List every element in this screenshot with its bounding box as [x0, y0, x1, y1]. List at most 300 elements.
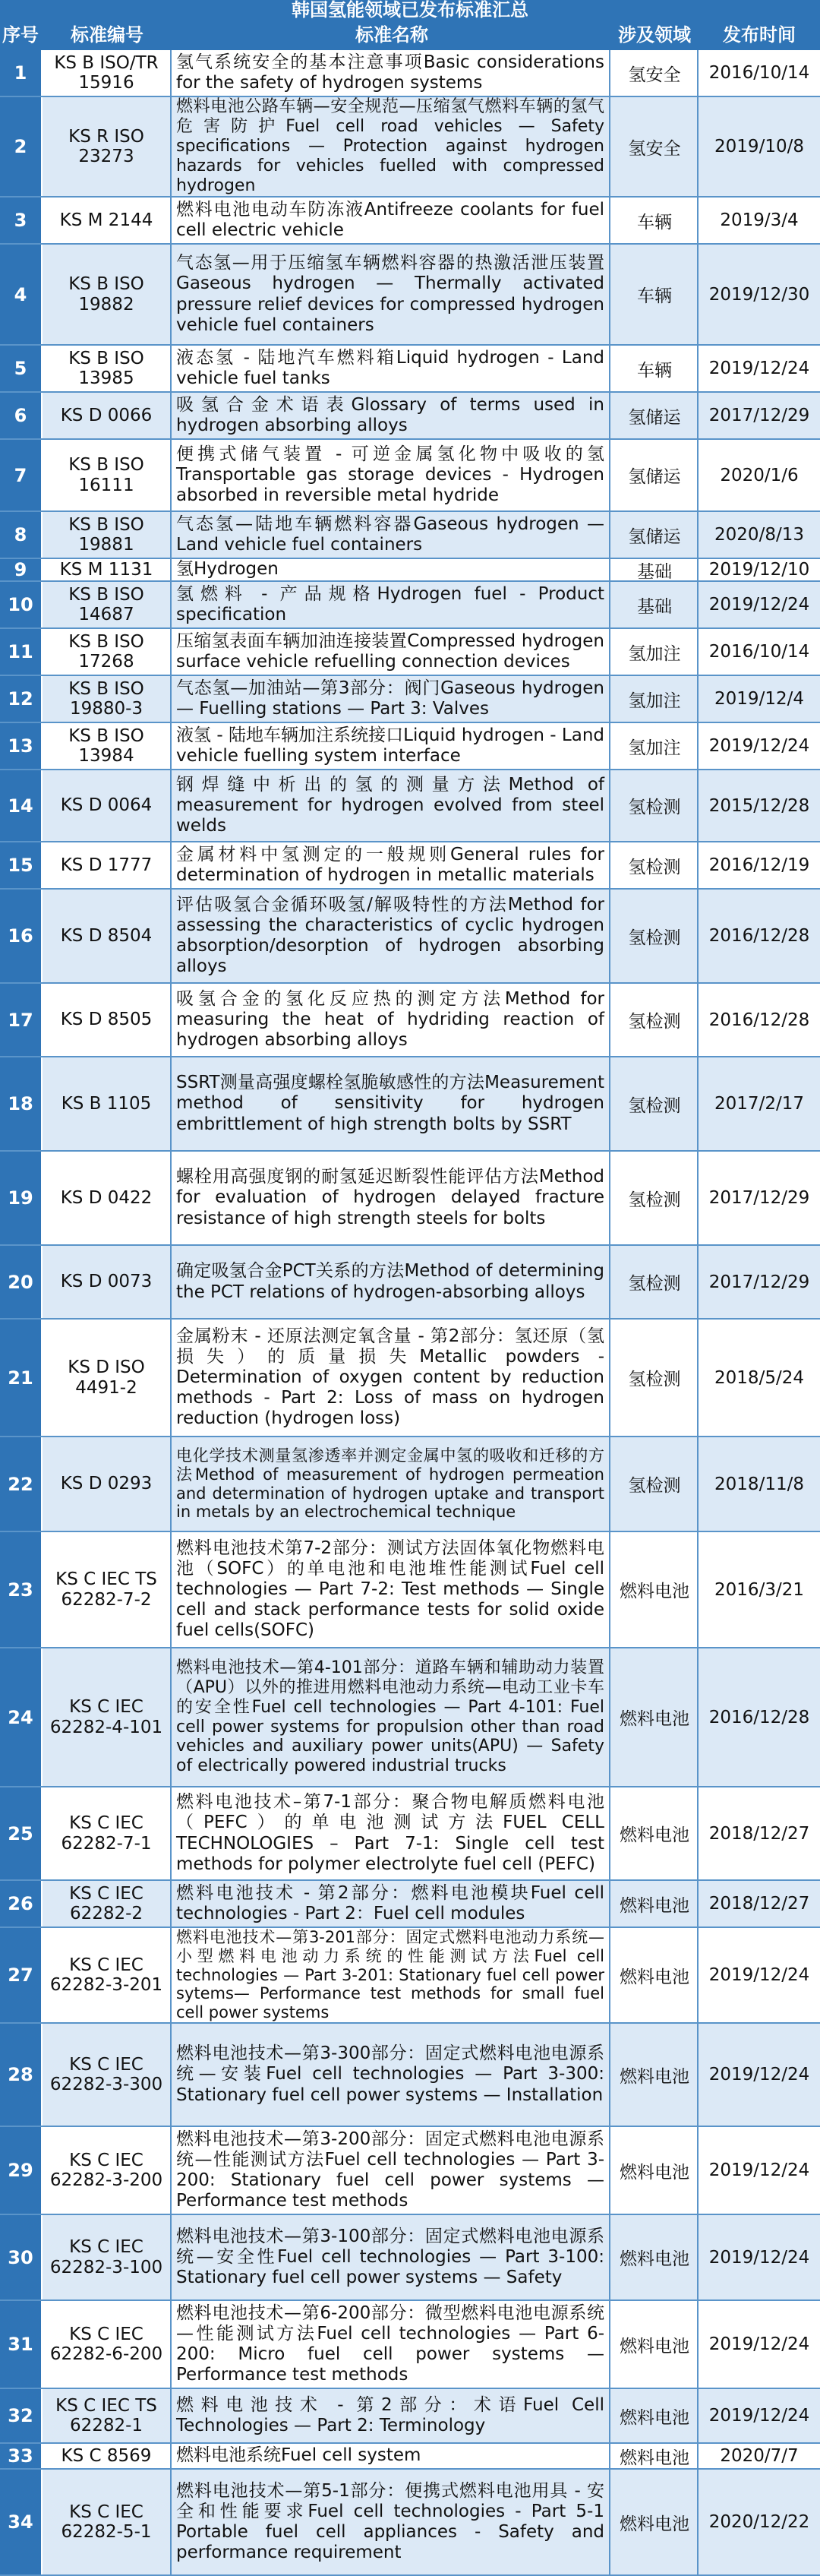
standard-code-text: KS C 8569 — [61, 2445, 152, 2466]
row-index — [0, 440, 43, 510]
publish-date — [699, 2470, 820, 2574]
table-row — [0, 245, 820, 346]
row-index — [0, 1320, 43, 1436]
standard-field-text: 燃料电池 — [620, 2336, 689, 2356]
standard-field-text: 燃料电池 — [620, 2448, 689, 2468]
standard-field-text: 氢储运 — [628, 467, 681, 487]
standard-field-text: 氢检测 — [628, 798, 681, 817]
standard-name-text: 燃料电池技术—第3-300部分：固定式燃料电池电源系统—安装Fuel cell technologies — Part 3-300: Stationary fuel cell power systems — Installation — [176, 2043, 604, 2105]
standard-code-text: KS B ISO 14687 — [68, 584, 144, 624]
standard-field — [612, 2470, 699, 2574]
standard-code — [43, 1246, 172, 1318]
standard-field-text: 燃料电池 — [620, 1709, 689, 1729]
publish-date — [699, 1928, 820, 2022]
standard-code — [43, 1881, 172, 1926]
standard-field-text: 氢检测 — [628, 928, 681, 948]
standard-field — [612, 346, 699, 391]
row-index — [0, 2215, 43, 2299]
publish-date-text: 2017/12/29 — [708, 1188, 810, 1208]
standard-name-text: 燃料电池技术 - 第2部分：燃料电池模块Fuel cell technologies - Part 2：Fuel cell modules — [176, 1882, 604, 1923]
standard-field-text: 氢安全 — [628, 65, 681, 85]
row-index-text: 16 — [8, 925, 33, 947]
table-row — [0, 842, 820, 890]
standard-field-text: 燃料电池 — [620, 2514, 689, 2534]
standard-code-text: KS C IEC 62282-3-100 — [49, 2237, 163, 2277]
publish-date — [699, 984, 820, 1056]
standard-field-text: 氢检测 — [628, 1476, 681, 1496]
publish-date — [699, 512, 820, 558]
standard-name-text: 吸氢合金术语表Glossary of terms used in hydrogen absorbing alloys — [176, 394, 604, 435]
standard-name — [173, 512, 610, 558]
standard-field-text: 氢检测 — [628, 1095, 681, 1116]
standard-code-text: KS D 0064 — [60, 795, 153, 816]
standard-field — [612, 1246, 699, 1318]
row-index-text: 4 — [14, 283, 27, 305]
row-index — [0, 393, 43, 438]
standard-code — [43, 50, 172, 96]
publish-date — [699, 2127, 820, 2214]
publish-date-text: 2019/10/8 — [714, 137, 804, 156]
standard-name — [173, 2444, 610, 2468]
standard-name — [173, 1928, 610, 2022]
standard-name-text: 金属材料中氢测定的一般规则General rules for determination of hydrogen in metallic materials — [176, 844, 604, 885]
publish-date-text: 2018/5/24 — [714, 1367, 804, 1388]
publish-date — [699, 1057, 820, 1150]
table-row — [0, 512, 820, 559]
standard-name-text: 燃料电池技术—第3-200部分：固定式燃料电池电源系统—性能测试方法Fuel cell technologies — Part 3-200: Stationary fuel cell power systems — Performance test methods — [176, 2129, 604, 2211]
standard-field — [612, 559, 699, 580]
publish-date — [699, 2024, 820, 2126]
standard-name — [173, 1881, 610, 1926]
publish-date — [699, 629, 820, 675]
row-index-text: 30 — [8, 2246, 33, 2268]
row-index — [0, 676, 43, 722]
publish-date-text: 2019/12/24 — [708, 359, 810, 378]
standard-code — [43, 770, 172, 841]
standard-code — [43, 1532, 172, 1647]
table-row — [0, 676, 820, 723]
row-index — [0, 1437, 43, 1531]
row-index — [0, 1057, 43, 1150]
standard-code — [43, 2301, 172, 2388]
publish-date-text: 2019/12/30 — [708, 284, 810, 305]
row-index-text: 31 — [8, 2334, 33, 2355]
standard-field — [612, 198, 699, 243]
standard-field-text: 氢检测 — [628, 1190, 681, 1210]
standard-name — [173, 1057, 610, 1150]
row-index-text: 22 — [8, 1473, 33, 1495]
publish-date-text: 2017/12/29 — [708, 406, 810, 425]
standard-code — [43, 1787, 172, 1879]
standard-name — [173, 2215, 610, 2299]
table-row — [0, 1881, 820, 1928]
publish-date-text: 2019/12/24 — [708, 736, 810, 756]
standard-code-text: KS D ISO 4491-2 — [68, 1358, 145, 1398]
table-row — [0, 1437, 820, 1532]
row-index — [0, 582, 43, 627]
standard-code — [43, 2215, 172, 2299]
row-index-text: 13 — [8, 735, 33, 757]
publish-date — [699, 770, 820, 841]
standard-field — [612, 245, 699, 344]
standard-name — [173, 2389, 610, 2442]
row-index-text: 32 — [8, 2405, 33, 2426]
standard-name — [173, 346, 610, 391]
standard-field — [612, 723, 699, 769]
publish-date-text: 2016/12/28 — [708, 1707, 810, 1727]
standard-code-text: KS B ISO 13985 — [68, 348, 144, 388]
publish-date — [699, 245, 820, 344]
standard-field — [612, 2301, 699, 2388]
publish-date-text: 2019/12/24 — [708, 595, 810, 615]
row-index-text: 9 — [14, 559, 27, 580]
publish-date-text: 2019/12/24 — [708, 2065, 810, 2085]
standard-code — [43, 2470, 172, 2574]
standard-code-text: KS C IEC 62282-2 — [69, 1883, 144, 1923]
standard-code-text: KS D 8505 — [60, 1010, 153, 1030]
standard-field-text: 燃料电池 — [620, 1967, 689, 1987]
table-row — [0, 1648, 820, 1787]
header-index: 序号 — [2, 24, 39, 46]
standard-code-text: KS C IEC 62282-3-300 — [49, 2054, 163, 2094]
standard-code-text: KS C IEC 62282-5-1 — [61, 2502, 152, 2542]
standard-code — [43, 559, 172, 580]
standard-field-text: 氢加注 — [628, 738, 681, 758]
standard-code — [43, 676, 172, 722]
standard-code-text: KS B ISO 19880-3 — [68, 678, 144, 719]
table-row — [0, 346, 820, 393]
row-index — [0, 2389, 43, 2442]
row-index-text: 12 — [8, 688, 33, 710]
standard-name — [173, 629, 610, 675]
table-row — [0, 198, 820, 245]
standard-field — [612, 2389, 699, 2442]
publish-date-text: 2020/1/6 — [720, 465, 799, 485]
row-index-text: 34 — [8, 2511, 33, 2533]
publish-date — [699, 50, 820, 96]
standard-code — [43, 629, 172, 675]
row-index — [0, 245, 43, 344]
standard-name — [173, 1532, 610, 1647]
publish-date — [699, 2215, 820, 2299]
row-index-text: 15 — [8, 855, 33, 876]
publish-date-text: 2017/2/17 — [714, 1094, 804, 1114]
header-name: 标准名称 — [355, 24, 428, 46]
row-index-text: 25 — [8, 1822, 33, 1844]
standard-field-text: 氢检测 — [628, 857, 681, 877]
row-index — [0, 559, 43, 580]
standard-name — [173, 1787, 610, 1879]
standard-code-text: KS B ISO 19882 — [68, 274, 144, 314]
standard-name — [173, 2127, 610, 2214]
row-index — [0, 1648, 43, 1786]
header-field: 涉及领域 — [618, 24, 691, 46]
standard-field-text: 氢加注 — [628, 643, 681, 664]
publish-date-text: 2019/12/4 — [714, 689, 804, 709]
standard-name-text: 燃料电池技术 - 第2部分：术语Fuel Cell Technologies — Part 2: Terminology — [176, 2394, 604, 2435]
standard-name-text: 燃料电池技术—第3-100部分：固定式燃料电池电源系统—安全性Fuel cell technologies — Part 3-100: Stationary fuel cell power systems — Safety — [176, 2226, 604, 2288]
standard-name — [173, 2470, 610, 2574]
standard-code — [43, 582, 172, 627]
publish-date-text: 2017/12/29 — [708, 1272, 810, 1292]
publish-date — [699, 2444, 820, 2468]
standard-name-text: 燃料电池系统Fuel cell system — [176, 2445, 421, 2466]
standard-name — [173, 1152, 610, 1244]
row-index — [0, 2444, 43, 2468]
row-index-text: 11 — [8, 641, 33, 662]
standard-code — [43, 1057, 172, 1150]
standard-name — [173, 393, 610, 438]
standard-code-text: KS B ISO 16111 — [68, 455, 144, 495]
publish-date — [699, 559, 820, 580]
standard-name — [173, 890, 610, 982]
standard-field — [612, 1532, 699, 1647]
row-index — [0, 629, 43, 675]
standard-code — [43, 723, 172, 769]
standard-code-text: KS D 1777 — [60, 855, 153, 875]
standard-name-text: 液氢 - 陆地车辆加注系统接口Liquid hydrogen - Land vehicle fuelling system interface — [176, 725, 604, 766]
standard-code-text: KS R ISO 23273 — [68, 126, 144, 166]
standard-field-text: 车辆 — [637, 212, 672, 232]
standard-code-text: KS D 0073 — [60, 1272, 153, 1292]
standard-name — [173, 1246, 610, 1318]
standard-name-text: 金属粉末 - 还原法测定氧含量 - 第2部分：氢还原（氢损失）的质量损失Metallic powders - Determination of oxygen content by reduction methods - Part 2: Loss of mass on hydrogen reduction (hydrogen loss) — [176, 1326, 604, 1429]
publish-date — [699, 1437, 820, 1531]
standard-name-text: 便携式储气装置 - 可逆金属氢化物中吸收的氢Transportable gas storage devices - Hydrogen absorbed in reversible metal hydride — [176, 444, 604, 506]
publish-date-text: 2018/12/27 — [708, 1894, 810, 1914]
row-index — [0, 1532, 43, 1647]
row-index-text: 6 — [14, 405, 27, 426]
row-index — [0, 1246, 43, 1318]
publish-date-text: 2019/12/24 — [708, 2334, 810, 2354]
standard-code — [43, 2127, 172, 2214]
publish-date-text: 2016/12/19 — [708, 855, 810, 875]
row-index — [0, 723, 43, 769]
table-row — [0, 1928, 820, 2024]
publish-date — [699, 440, 820, 510]
standard-name-text: 燃料电池技术—第6-200部分：微型燃料电池电源系统—性能测试方法Fuel cell technologies — Part 6-200: Micro fuel cell power systems — Performance test methods — [176, 2303, 604, 2385]
row-index — [0, 2024, 43, 2126]
publish-date-text: 2019/12/24 — [708, 2160, 810, 2180]
standard-name-text: 燃料电池技术–第7-1部分：聚合物电解质燃料电池（PEFC）的单电池测试方法FUEL CELL TECHNOLOGIES – Part 7-1: Single cell test methods for polymer electrolyte fuel cell (PEFC) — [176, 1792, 604, 1874]
standard-name — [173, 842, 610, 888]
standard-code-text: KS C IEC 62282-6-200 — [49, 2324, 163, 2364]
publish-date-text: 2018/12/27 — [708, 1823, 810, 1844]
standard-name — [173, 723, 610, 769]
publish-date — [699, 1648, 820, 1786]
standard-name — [173, 559, 610, 580]
table-row — [0, 2444, 820, 2470]
standard-code-text: KS C IEC 62282-3-201 — [49, 1955, 163, 1995]
standard-code-text: KS D 0422 — [60, 1187, 153, 1208]
standard-code-text: KS C IEC 62282-3-200 — [49, 2150, 163, 2190]
header-date: 发布时间 — [723, 24, 796, 46]
standard-code — [43, 1648, 172, 1786]
standard-code — [43, 393, 172, 438]
table-row — [0, 2389, 820, 2444]
standard-name-text: 电化学技术测量氢渗透率并测定金属中氢的吸收和迁移的方法Method of measurement of hydrogen permeation and determination of hydrogen uptake and transport in metals by an electrochemical technique — [176, 1446, 604, 1522]
standard-code-text: KS B 1105 — [61, 1093, 152, 1114]
standard-name-text: 氢Hydrogen — [176, 559, 279, 580]
standard-name-text: 燃料电池公路车辆—安全规范—压缩氢气燃料车辆的氢气危害防护Fuel cell road vehicles — Safety specifications — Protection against hydrogen hazards for vehicles fuelled with compressed hydrogen — [176, 97, 604, 195]
standard-name — [173, 676, 610, 722]
standard-code-text: KS M 2144 — [59, 210, 153, 230]
row-index — [0, 50, 43, 96]
row-index — [0, 346, 43, 391]
publish-date-text: 2019/12/24 — [708, 2247, 810, 2268]
table-row — [0, 629, 820, 676]
publish-date — [699, 393, 820, 438]
standard-code-text: KS B ISO 17268 — [68, 631, 144, 672]
table-row — [0, 97, 820, 198]
row-index-text: 2 — [14, 136, 27, 157]
publish-date-text: 2016/12/28 — [708, 1010, 810, 1030]
publish-date — [699, 676, 820, 722]
standard-name-text: 评估吸氢合金循环吸氢/解吸特性的方法Method for assessing the characteristics of cyclic hydrogen absorption/desorption of hydrogen absorbing alloys — [176, 894, 604, 977]
standard-name-text: 气态氢—用于压缩氢车辆燃料容器的热激活泄压装置Gaseous hydrogen — Thermally activated pressure relief devices for compressed hydrogen vehicle fuel containers — [176, 253, 604, 335]
standard-field-text: 氢检测 — [628, 1370, 681, 1389]
standard-field — [612, 582, 699, 627]
row-index — [0, 984, 43, 1056]
row-index — [0, 512, 43, 558]
standard-name-text: 气态氢—加油站—第3部分：阀门Gaseous hydrogen — Fuelling stations — Part 3: Valves — [176, 678, 604, 719]
publish-date — [699, 1246, 820, 1318]
table-row — [0, 393, 820, 440]
row-index-text: 24 — [8, 1706, 33, 1728]
standard-code-text: KS B ISO/TR 15916 — [54, 52, 159, 93]
row-index-text: 29 — [8, 2160, 33, 2181]
standard-name — [173, 2301, 610, 2388]
standard-name-text: 燃料电池技术—第4-101部分：道路车辆和辅助动力装置（APU）以外的推进用燃料电池动力系统—电动工业卡车的安全性Fuel cell technologies — Part 4-101: Fuel cell power systems for propulsion other than road vehicles and auxiliary power units(APU) — Safety of electrically powered industrial trucks — [176, 1658, 604, 1776]
publish-date-text: 2016/10/14 — [708, 63, 810, 83]
standard-field — [612, 97, 699, 196]
standard-field — [612, 842, 699, 888]
standard-field — [612, 2444, 699, 2468]
table-row — [0, 2215, 820, 2301]
row-index-text: 19 — [8, 1187, 33, 1209]
standard-code-text: KS D 0066 — [60, 405, 153, 425]
row-index-text: 5 — [14, 358, 27, 379]
standard-field — [612, 984, 699, 1056]
standard-field — [612, 1928, 699, 2022]
standard-code — [43, 1437, 172, 1531]
standard-code-text: KS C IEC 62282-4-101 — [49, 1697, 163, 1737]
publish-date — [699, 2301, 820, 2388]
table-row — [0, 2127, 820, 2215]
row-index-text: 26 — [8, 1893, 33, 1914]
publish-date-text: 2015/12/28 — [708, 795, 810, 816]
standard-name — [173, 2024, 610, 2126]
standard-field — [612, 676, 699, 722]
table-row — [0, 559, 820, 582]
standard-code — [43, 2389, 172, 2442]
standard-name — [173, 245, 610, 344]
standard-field-text: 燃料电池 — [620, 1825, 689, 1845]
row-index — [0, 2470, 43, 2574]
header-code: 标准编号 — [71, 24, 144, 46]
standard-field — [612, 629, 699, 675]
standard-field — [612, 1320, 699, 1436]
standard-name-text: 燃料电池技术第7-2部分：测试方法固体氧化物燃料电池（SOFC）的单电池和电池堆性能测试Fuel cell technologies — Part 7-2: Test methods — Single cell and stack performance tests for solid oxide fuel cells(SOFC) — [176, 1538, 604, 1641]
standard-field — [612, 50, 699, 96]
standard-code — [43, 2024, 172, 2126]
table-row — [0, 1532, 820, 1648]
table-row — [0, 50, 820, 97]
publish-date-text: 2016/3/21 — [714, 1579, 804, 1600]
publish-date — [699, 346, 820, 391]
standard-name-text: 燃料电池技术—第3-201部分：固定式燃料电池动力系统—小型燃料电池动力系统的性能测试方法Fuel cell technologies — Part 3-201: Stationary fuel cell power sytems— Performance test methods for small fuel cell power systems — [176, 1928, 604, 2022]
row-index — [0, 1787, 43, 1879]
standard-field — [612, 1437, 699, 1531]
standard-field — [612, 1648, 699, 1786]
publish-date — [699, 2389, 820, 2442]
publish-date — [699, 97, 820, 196]
standard-field — [612, 2215, 699, 2299]
standard-code — [43, 97, 172, 196]
standard-code — [43, 440, 172, 510]
standard-field-text: 燃料电池 — [620, 2162, 689, 2182]
standard-code — [43, 2444, 172, 2468]
row-index-text: 17 — [8, 1009, 33, 1031]
table-row — [0, 1320, 820, 1437]
table-row — [0, 2024, 820, 2127]
row-index — [0, 1928, 43, 2022]
row-index-text: 28 — [8, 2064, 33, 2085]
row-index-text: 18 — [8, 1093, 33, 1114]
row-index-text: 27 — [8, 1964, 33, 1986]
publish-date — [699, 198, 820, 243]
publish-date-text: 2019/3/4 — [720, 210, 799, 230]
standard-name — [173, 1648, 610, 1786]
standard-field — [612, 770, 699, 841]
row-index-text: 7 — [14, 464, 27, 486]
row-index-text: 10 — [8, 594, 33, 615]
row-index-text: 1 — [14, 62, 27, 84]
row-index — [0, 770, 43, 841]
publish-date — [699, 1787, 820, 1879]
standard-field-text: 车辆 — [637, 360, 672, 381]
table-row — [0, 1246, 820, 1320]
standard-name — [173, 440, 610, 510]
standard-name — [173, 1320, 610, 1436]
standard-field-text: 燃料电池 — [620, 2249, 689, 2269]
standard-field — [612, 890, 699, 982]
standard-field — [612, 1881, 699, 1926]
standard-code — [43, 984, 172, 1056]
standard-field — [612, 2127, 699, 2214]
standard-field-text: 氢储运 — [628, 526, 681, 547]
table-row — [0, 770, 820, 842]
publish-date — [699, 1320, 820, 1436]
standard-name-text: 确定吸氢合金PCT关系的方法Method of determining the PCT relations of hydrogen-absorbing alloys — [176, 1261, 604, 1302]
publish-date-text: 2016/12/28 — [708, 926, 810, 946]
standard-code — [43, 1928, 172, 2022]
row-index-text: 14 — [8, 795, 33, 817]
standard-code — [43, 198, 172, 243]
publish-date — [699, 1152, 820, 1244]
standard-field-text: 氢加注 — [628, 691, 681, 711]
standard-code — [43, 1152, 172, 1244]
standard-field-text: 氢检测 — [628, 1012, 681, 1032]
row-index — [0, 1152, 43, 1244]
standard-field — [612, 440, 699, 510]
table-row — [0, 2470, 820, 2576]
publish-date-text: 2019/12/10 — [708, 560, 810, 580]
standard-field-text: 氢储运 — [628, 407, 681, 428]
publish-date-text: 2018/11/8 — [714, 1474, 804, 1494]
table-row — [0, 723, 820, 770]
row-index — [0, 97, 43, 196]
